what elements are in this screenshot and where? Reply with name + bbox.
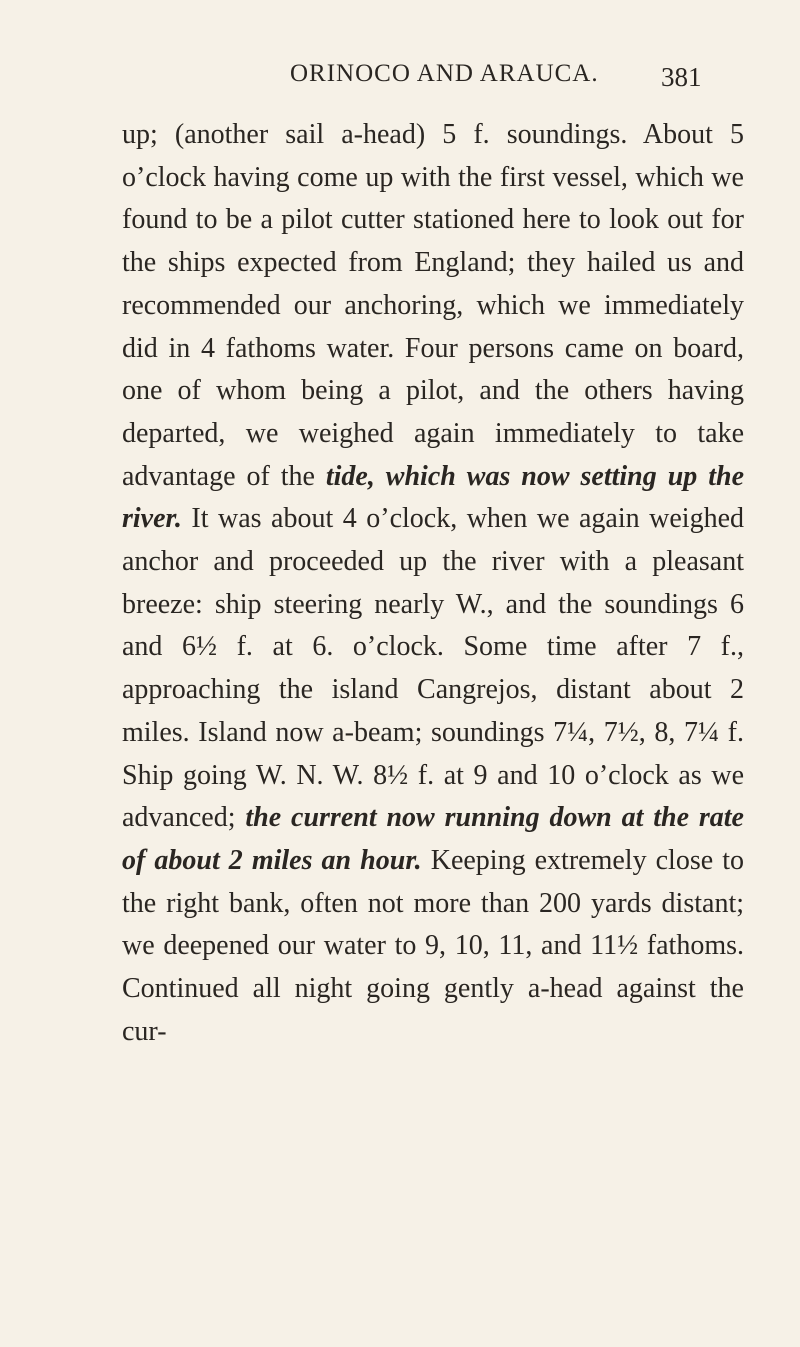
page-number: 381 — [661, 62, 702, 92]
text-run: up; (another sail a-head) 5 f. soundings. About 5 o’clock having come up with the first vessel, which we found to be a pilot cutter stationed here to look out for the ships expected from England; they hailed us and recommended our anchoring, which we immediately did in 4 fathoms water. Four persons came on board, one of whom being a pilot, and the others having departed, we weighed again immediately to take advantage of the — [122, 119, 744, 492]
italic-run: the current now running down at the rate of about 2 miles an hour. — [122, 802, 744, 876]
paragraph — [122, 114, 744, 1053]
running-title: ORINOCO AND ARAUCA. — [290, 60, 599, 87]
running-header — [122, 60, 740, 100]
text-run: Keeping extremely close to the right bank, often not more than 200 yards distant; we deepened our water to 9, 10, 11, and 11½ fathoms. Continued all night going gently a-head against the cur- — [122, 844, 744, 1047]
body-text — [122, 114, 744, 1053]
italic-run: tide, which was now setting up the river. — [122, 460, 744, 535]
text-run: It was about 4 o’clock, when we again weighed anchor and proceeded up the river with a pleasant breeze: ship steering nearly W., and the soundings 6 and 6½ f. at 6. o’clock. Some time after 7 f., approaching the island Cangrejos, distant about 2 miles. Island now a-beam; soundings 7¼, 7½, 8, 7¼ f. Ship going W. N. W. 8½ f. at 9 and 10 o’clock as we advanced; — [122, 503, 744, 834]
